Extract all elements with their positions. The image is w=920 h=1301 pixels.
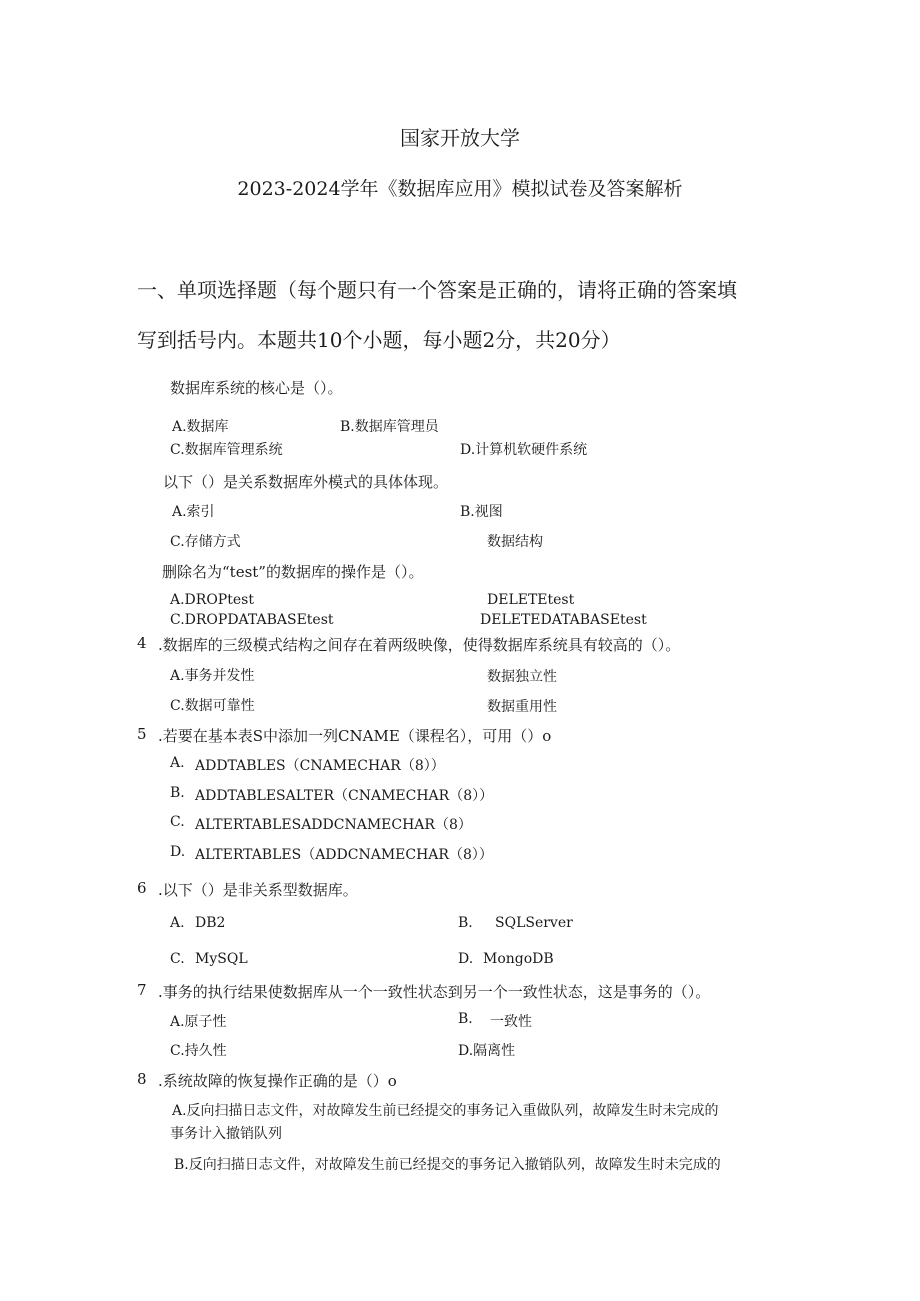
question-6-option-a-letter: A. <box>170 915 185 931</box>
question-8-option-b-line1: B.反向扫描日志文件，对故障发生前已经提交的事务记入撤销队列，故障发生时未完成的 <box>174 1157 721 1173</box>
question-6-stem: .以下（）是非关系型数据库。 <box>158 881 358 899</box>
question-1-option-d: D.计算机软硬件系统 <box>460 442 588 458</box>
question-6-option-d-letter: D. <box>458 951 474 967</box>
question-7-option-c: C.持久性 <box>170 1043 227 1059</box>
question-2-stem: 以下（）是关系数据库外模式的具体体现。 <box>163 473 449 491</box>
question-3-option-a: A.DROPtest <box>170 592 254 608</box>
university-title: 国家开放大学 <box>400 126 520 150</box>
question-2-option-a: A.索引 <box>172 504 215 520</box>
question-6-option-a-text: DB2 <box>195 915 226 931</box>
section-heading-line1: 一、单项选择题（每个题只有一个答案是正确的，请将正确的答案填 <box>137 278 737 302</box>
question-3-option-c: C.DROPDATABASEtest <box>170 612 334 628</box>
question-4-number: 4 <box>137 634 147 652</box>
question-8-number: 8 <box>137 1070 147 1088</box>
question-5-option-a-letter: A. <box>170 755 185 771</box>
question-6-option-d-text: MongoDB <box>483 951 554 967</box>
question-8-option-a-line2: 事务计入撤销队列 <box>170 1126 282 1142</box>
question-4-stem: .数据库的三级模式结构之间存在着两级映像，使得数据库系统具有较高的（）。 <box>158 636 681 654</box>
question-4-option-b: 数据独立性 <box>487 669 557 685</box>
question-6-option-b-text: SQLServer <box>495 915 573 931</box>
question-4-option-a: A.事务并发性 <box>170 668 255 684</box>
question-7-option-a: A.原子性 <box>170 1014 227 1030</box>
question-8-option-a-line1: A.反向扫描日志文件，对故障发生前已经提交的事务记入重做队列，故障发生时未完成的 <box>172 1103 719 1119</box>
exam-title: 2023-2024学年《数据库应用》模拟试卷及答案解析 <box>237 178 683 200</box>
question-2-option-b: B.视图 <box>460 504 503 520</box>
question-4-option-c: C.数据可靠性 <box>170 698 255 714</box>
question-7-option-b-text: 一致性 <box>490 1014 532 1030</box>
question-5-option-b-letter: B. <box>170 785 185 801</box>
section-heading-line2: 写到括号内。本题共10个小题，每小题2分，共20分） <box>137 328 621 352</box>
question-8-stem: .系统故障的恢复操作正确的是（）o <box>158 1072 397 1090</box>
question-5-option-a-text: ADDTABLES（CNAMECHAR（8）） <box>195 758 445 774</box>
question-5-option-b-text: ADDTABLESALTER（CNAMECHAR（8）） <box>195 788 494 804</box>
question-6-option-b-letter: B. <box>458 915 473 931</box>
question-1-option-b: B.数据库管理员 <box>340 419 439 435</box>
question-6-option-c-text: MySQL <box>195 951 248 967</box>
question-7-option-b-letter: B. <box>458 1011 473 1027</box>
question-7-number: 7 <box>137 981 147 999</box>
question-2-option-d: 数据结构 <box>487 534 543 550</box>
question-1-option-c: C.数据库管理系统 <box>170 442 283 458</box>
question-1-stem: 数据库系统的核心是（）。 <box>170 379 343 397</box>
question-6-number: 6 <box>137 879 147 897</box>
question-5-option-c-letter: C. <box>170 814 185 830</box>
question-5-number: 5 <box>137 725 147 743</box>
question-7-stem: .事务的执行结果使数据库从一个一致性状态到另一个一致性状态，这是事务的（）。 <box>158 983 711 1001</box>
question-6-option-c-letter: C. <box>170 951 185 967</box>
question-1-option-a: A.数据库 <box>172 419 229 435</box>
question-5-option-d-letter: D. <box>170 844 186 860</box>
question-3-stem: 删除名为“test”的数据库的操作是（）。 <box>162 563 424 581</box>
question-5-option-d-text: ALTERTABLES（ADDCNAMECHAR（8）） <box>195 847 493 863</box>
question-2-option-c: C.存储方式 <box>170 534 241 550</box>
question-4-option-d: 数据重用性 <box>487 699 557 715</box>
question-3-option-b: DELETEtest <box>487 592 575 608</box>
question-7-option-d: D.隔离性 <box>458 1043 516 1059</box>
question-5-option-c-text: ALTERTABLESADDCNAMECHAR（8） <box>195 817 472 833</box>
question-5-stem: .若要在基本表S中添加一列CNAME（课程名），可用（）o <box>158 727 552 745</box>
question-3-option-d: DELETEDATABASEtest <box>480 612 647 628</box>
